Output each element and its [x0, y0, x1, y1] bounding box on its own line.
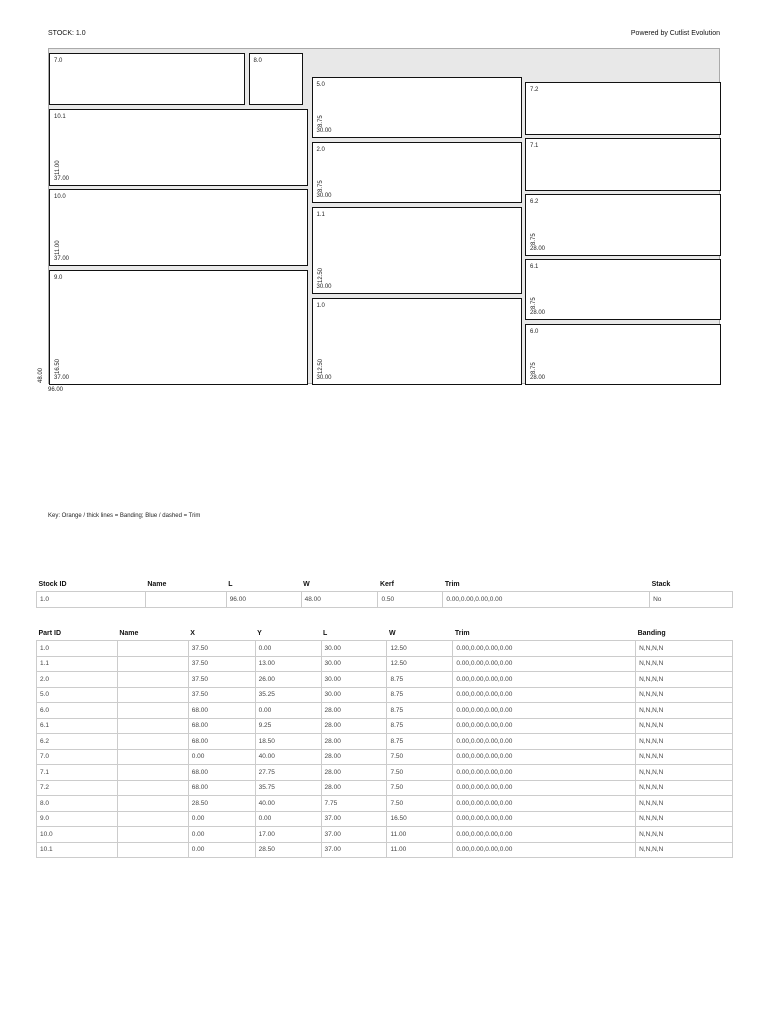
table-cell: 26.00: [255, 672, 321, 688]
parts-col-header: Banding: [637, 630, 666, 637]
table-cell: [117, 749, 188, 765]
table-cell: N,N,N,N: [636, 765, 733, 781]
part-length-label: 28.00: [530, 310, 546, 317]
table-cell: 37.50: [188, 656, 255, 672]
table-cell: 0.00,0.00,0.00,0.00: [453, 765, 636, 781]
table-cell: 0.00,0.00,0.00,0.00: [443, 592, 650, 608]
part-7-1: [525, 138, 721, 191]
table-row: [37, 718, 733, 734]
sheet-width-label: 48.00: [38, 367, 44, 383]
table-cell: 0.00: [188, 749, 255, 765]
table-cell: 30.00: [321, 672, 387, 688]
table-cell: 12.50: [387, 656, 453, 672]
sheet-length-label: 96.00: [48, 387, 64, 393]
table-row: [37, 641, 733, 657]
part-length-label: 37.00: [54, 175, 70, 182]
table-cell: 28.00: [321, 734, 387, 750]
table-cell: [117, 765, 188, 781]
table-cell: 0.00: [255, 703, 321, 719]
table-cell: 28.00: [321, 765, 387, 781]
parts-table: [36, 627, 733, 858]
table-row: [37, 749, 733, 765]
table-cell: [145, 592, 226, 608]
part-width-label: 8.75: [531, 232, 537, 245]
table-cell: 37.50: [188, 672, 255, 688]
part-6-1: [525, 259, 721, 320]
table-cell: 5.0: [37, 687, 118, 703]
parts-col-header: Part ID: [38, 630, 62, 637]
stock-col-header: L: [228, 581, 233, 588]
table-cell: 0.00,0.00,0.00,0.00: [453, 656, 636, 672]
table-cell: 37.50: [188, 687, 255, 703]
table-cell: 0.00: [255, 641, 321, 657]
part-10-0: [49, 189, 308, 266]
table-cell: 1.1: [37, 656, 118, 672]
stock-col-header: Stock ID: [38, 581, 67, 588]
table-cell: 16.50: [387, 811, 453, 827]
table-cell: N,N,N,N: [636, 811, 733, 827]
table-cell: 0.00: [188, 827, 255, 843]
stock-sheet: [48, 48, 720, 384]
part-width-label: 11.00: [55, 240, 61, 255]
table-cell: [117, 842, 188, 858]
table-cell: 37.50: [188, 641, 255, 657]
table-cell: 8.75: [387, 718, 453, 734]
table-cell: 12.50: [387, 641, 453, 657]
table-cell: N,N,N,N: [636, 780, 733, 796]
table-cell: 0.50: [378, 592, 443, 608]
stock-col-header: W: [303, 581, 310, 588]
table-cell: N,N,N,N: [636, 796, 733, 812]
table-cell: N,N,N,N: [636, 842, 733, 858]
stock-table: [36, 578, 733, 608]
table-row: [37, 672, 733, 688]
part-width-label: 8.75: [317, 180, 324, 192]
table-cell: 0.00,0.00,0.00,0.00: [453, 687, 636, 703]
table-row: [37, 796, 733, 812]
table-cell: 7.50: [387, 780, 453, 796]
table-cell: 35.25: [255, 687, 321, 703]
table-cell: 6.0: [37, 703, 118, 719]
part-6-2: [525, 194, 721, 255]
table-cell: 18.50: [255, 734, 321, 750]
table-cell: [117, 780, 188, 796]
table-cell: [117, 827, 188, 843]
part-id-label: 5.0: [316, 82, 325, 88]
part-id-label: 2.0: [316, 146, 325, 153]
table-cell: 30.00: [321, 656, 387, 672]
table-cell: 17.00: [255, 827, 321, 843]
part-9-0: [49, 270, 308, 386]
table-cell: 28.50: [188, 796, 255, 812]
table-cell: N,N,N,N: [636, 656, 733, 672]
part-id-label: 9.0: [54, 274, 63, 281]
table-cell: 8.75: [387, 672, 453, 688]
table-cell: 68.00: [188, 718, 255, 734]
stock-col-header: Kerf: [379, 581, 394, 588]
table-cell: 6.2: [37, 734, 118, 750]
part-10-1: [49, 109, 308, 186]
table-cell: 0.00,0.00,0.00,0.00: [453, 672, 636, 688]
table-cell: 1.0: [37, 641, 118, 657]
table-cell: N,N,N,N: [636, 687, 733, 703]
table-cell: [117, 672, 188, 688]
part-width-label: 8.75: [317, 115, 324, 128]
parts-col-header: W: [388, 630, 396, 637]
table-cell: 9.0: [37, 811, 118, 827]
table-cell: 0.00: [255, 811, 321, 827]
table-cell: [117, 656, 188, 672]
part-8-0: [249, 53, 303, 106]
part-2-0: [312, 142, 522, 203]
parts-col-header: Y: [257, 630, 262, 637]
table-cell: [117, 687, 188, 703]
table-cell: 35.75: [255, 780, 321, 796]
table-cell: 28.50: [255, 842, 321, 858]
table-row: [37, 656, 733, 672]
table-cell: 37.00: [321, 842, 387, 858]
part-length-label: 30.00: [316, 284, 332, 290]
table-cell: 7.0: [37, 749, 118, 765]
part-length-label: 37.00: [54, 256, 70, 262]
table-cell: 0.00,0.00,0.00,0.00: [453, 780, 636, 796]
table-cell: 11.00: [387, 842, 453, 858]
table-cell: 30.00: [321, 641, 387, 657]
table-cell: 9.25: [255, 718, 321, 734]
table-cell: 8.0: [37, 796, 118, 812]
table-row: [37, 842, 733, 858]
part-length-label: 37.00: [54, 375, 70, 381]
table-cell: 7.50: [387, 796, 453, 812]
part-id-label: 6.1: [530, 264, 539, 270]
table-cell: [117, 811, 188, 827]
part-length-label: 28.00: [530, 375, 546, 381]
table-cell: N,N,N,N: [636, 749, 733, 765]
table-row: [37, 827, 733, 843]
table-cell: [117, 641, 188, 657]
table-cell: 2.0: [37, 672, 118, 688]
table-cell: 8.75: [387, 703, 453, 719]
table-row: [37, 811, 733, 827]
table-cell: 0.00,0.00,0.00,0.00: [453, 827, 636, 843]
part-1-0: [312, 298, 522, 386]
table-cell: [117, 718, 188, 734]
part-id-label: 6.0: [530, 328, 539, 335]
powered-by-text: Powered by Cutlist Evolution: [630, 30, 720, 37]
table-cell: 0.00,0.00,0.00,0.00: [453, 749, 636, 765]
part-length-label: 28.00: [530, 245, 546, 252]
table-cell: 10.0: [37, 827, 118, 843]
part-id-label: 6.2: [530, 199, 539, 206]
part-id-label: 10.1: [54, 113, 66, 120]
table-cell: 10.1: [37, 842, 118, 858]
table-cell: 0.00,0.00,0.00,0.00: [453, 703, 636, 719]
table-cell: 30.00: [321, 687, 387, 703]
part-length-label: 30.00: [316, 375, 332, 381]
table-cell: 37.00: [321, 827, 387, 843]
table-cell: 40.00: [255, 796, 321, 812]
part-id-label: 7.2: [530, 87, 539, 94]
part-7-0: [49, 53, 245, 106]
stock-col-header: Name: [147, 581, 167, 588]
table-cell: 0.00,0.00,0.00,0.00: [453, 718, 636, 734]
table-cell: 7.2: [37, 780, 118, 796]
table-cell: N,N,N,N: [636, 672, 733, 688]
table-cell: 0.00,0.00,0.00,0.00: [453, 641, 636, 657]
table-cell: N,N,N,N: [636, 718, 733, 734]
parts-col-header: Trim: [454, 630, 470, 637]
parts-col-header: X: [190, 630, 195, 637]
table-row: [37, 780, 733, 796]
table-cell: 28.00: [321, 703, 387, 719]
part-5-0: [312, 77, 522, 138]
table-row: [37, 765, 733, 781]
table-cell: 6.1: [37, 718, 118, 734]
table-cell: 8.75: [387, 734, 453, 750]
part-7-2: [525, 82, 721, 135]
part-id-label: 7.0: [54, 57, 63, 64]
table-cell: 37.00: [321, 811, 387, 827]
table-cell: 0.00,0.00,0.00,0.00: [453, 734, 636, 750]
part-id-label: 8.0: [253, 57, 262, 64]
table-cell: 48.00: [301, 592, 378, 608]
stock-col-header: Stack: [651, 581, 671, 588]
part-width-label: 16.50: [55, 358, 61, 374]
table-cell: 1.0: [37, 592, 146, 608]
table-cell: 13.00: [255, 656, 321, 672]
parts-col-header: Name: [119, 630, 139, 637]
table-row: [37, 592, 733, 608]
table-cell: 0.00,0.00,0.00,0.00: [453, 796, 636, 812]
table-cell: 0.00: [188, 811, 255, 827]
table-cell: 96.00: [226, 592, 301, 608]
table-cell: 68.00: [188, 703, 255, 719]
table-cell: 28.00: [321, 780, 387, 796]
table-cell: 28.00: [321, 749, 387, 765]
table-cell: N,N,N,N: [636, 641, 733, 657]
table-cell: N,N,N,N: [636, 703, 733, 719]
table-cell: No: [650, 592, 733, 608]
diagram-key: Key: Orange / thick lines = Banding; Blue / dashed = Trim: [48, 513, 201, 519]
table-cell: [117, 703, 188, 719]
part-6-0: [525, 324, 721, 385]
table-cell: 68.00: [188, 780, 255, 796]
part-length-label: 30.00: [316, 128, 332, 135]
table-cell: N,N,N,N: [636, 734, 733, 750]
part-length-label: 30.00: [316, 193, 332, 199]
part-width-label: 11.00: [55, 159, 61, 175]
table-cell: 7.50: [387, 749, 453, 765]
table-cell: 68.00: [188, 765, 255, 781]
table-row: [37, 687, 733, 703]
part-id-label: 1.0: [316, 302, 325, 309]
table-cell: 7.75: [321, 796, 387, 812]
table-cell: 0.00,0.00,0.00,0.00: [453, 811, 636, 827]
part-width-label: 8.75: [531, 297, 537, 310]
table-cell: [117, 796, 188, 812]
table-cell: 0.00,0.00,0.00,0.00: [453, 842, 636, 858]
table-cell: N,N,N,N: [636, 827, 733, 843]
part-id-label: 7.1: [530, 143, 539, 150]
table-cell: 68.00: [188, 734, 255, 750]
part-id-label: 1.1: [316, 211, 325, 218]
part-width-label: 8.75: [531, 362, 537, 374]
cutlist-diagram: [0, 0, 768, 400]
table-cell: 7.1: [37, 765, 118, 781]
table-cell: 11.00: [387, 827, 453, 843]
part-id-label: 10.0: [54, 194, 66, 200]
table-cell: [117, 734, 188, 750]
table-row: [37, 734, 733, 750]
table-cell: 27.75: [255, 765, 321, 781]
part-1-1: [312, 207, 522, 295]
stock-col-header: Trim: [444, 581, 460, 588]
table-cell: 0.00: [188, 842, 255, 858]
table-cell: 7.50: [387, 765, 453, 781]
parts-col-header: L: [323, 630, 328, 637]
table-cell: 40.00: [255, 749, 321, 765]
table-cell: 8.75: [387, 687, 453, 703]
part-width-label: 12.50: [317, 267, 324, 283]
part-width-label: 12.50: [317, 358, 324, 374]
stock-title: STOCK: 1.0: [48, 30, 86, 37]
table-row: [37, 703, 733, 719]
table-cell: 28.00: [321, 718, 387, 734]
